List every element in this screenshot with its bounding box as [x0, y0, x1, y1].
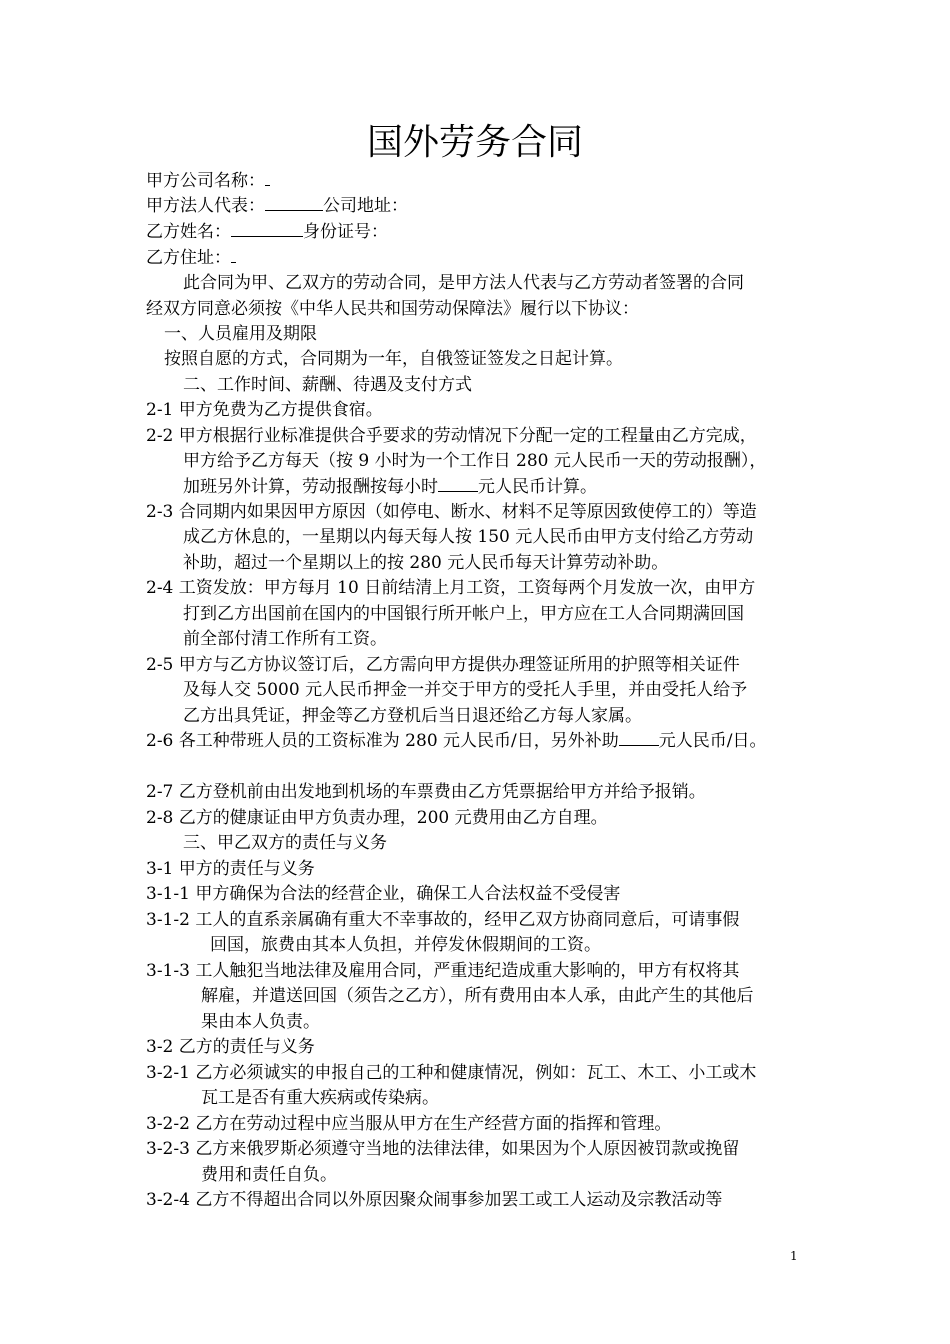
b-name-blank [231, 220, 303, 237]
clause-3-1-3-line-2: 解雇，并遣送回国（须告之乙方），所有费用由本人承，由此产生的其他后 [201, 986, 754, 1006]
clause-3-1: 3-1 甲方的责任与义务 [146, 859, 315, 879]
company-name-blank [265, 169, 270, 186]
b-address-label: 乙方住址： [146, 248, 231, 268]
clause-2-4-line-1: 2-4 工资发放：甲方每月 10 日前结清上月工资，工资每两个月发放一次，由甲方 [146, 578, 756, 598]
clause-2-5-line-1: 2-5 甲方与乙方协议签订后，乙方需向甲方提供办理签证所用的护照等相关证件 [146, 655, 740, 675]
page-number: 1 [790, 1249, 798, 1263]
clause-3-2-3-line-2: 费用和责任自负。 [201, 1165, 337, 1185]
clause-2-1: 2-1 甲方免费为乙方提供食宿。 [146, 400, 383, 420]
section3-heading: 三、甲乙双方的责任与义务 [183, 833, 387, 853]
company-name-row [146, 168, 270, 194]
clause-2-6-text-b: 元人民币/日。 [658, 731, 767, 751]
page-title: 国外劳务合同 [366, 122, 583, 163]
allowance-blank [619, 729, 659, 746]
clause-3-2-3-line-1: 3-2-3 乙方来俄罗斯必须遵守当地的法律法律，如果因为个人原因被罚款或挽留 [146, 1139, 740, 1159]
clause-2-7: 2-7 乙方登机前由出发地到机场的车票费由乙方凭票据给甲方并给予报销。 [146, 782, 706, 802]
clause-2-3-line-1: 2-3 合同期内如果因甲方原因（如停电、断水、材料不足等原因致使停工的）等造 [146, 502, 757, 522]
section2-heading: 二、工作时间、薪酬、待遇及支付方式 [183, 375, 472, 395]
legal-rep-label: 甲方法人代表： [146, 196, 265, 216]
clause-3-2-1-line-2: 瓦工是否有重大疾病或传染病。 [201, 1088, 439, 1108]
clause-2-4-line-3: 前全部付清工作所有工资。 [183, 629, 387, 649]
intro-line-2: 经双方同意必须按《中华人民共和国劳动保障法》履行以下协议： [146, 299, 639, 319]
legal-rep-row [146, 193, 408, 219]
b-address-blank [231, 246, 236, 263]
intro-line-1: 此合同为甲、乙双方的劳动合同，是甲方法人代表与乙方劳动者签署的合同 [183, 273, 744, 293]
b-address-row [146, 245, 236, 271]
clause-2-4-line-2: 打到乙方出国前在国内的中国银行所开帐户上，甲方应在工人合同期满回国 [183, 604, 744, 624]
clause-2-2-line-3 [183, 474, 597, 500]
clause-3-1-2-line-2: 回国，旅费由其本人负担，并停发休假期间的工资。 [210, 935, 601, 955]
clause-2-8: 2-8 乙方的健康证由甲方负责办理，200 元费用由乙方自理。 [146, 808, 608, 828]
clause-3-2: 3-2 乙方的责任与义务 [146, 1037, 315, 1057]
clause-2-6-text-a: 2-6 各工种带班人员的工资标准为 280 元人民币/日，另外补助 [146, 731, 619, 751]
hourly-rate-blank [438, 475, 478, 492]
clause-2-2-text-a: 加班另外计算，劳动报酬按每小时 [183, 477, 438, 497]
section1-heading: 一、人员雇用及期限 [164, 324, 317, 344]
id-label: 身份证号： [303, 222, 388, 242]
clause-3-1-1: 3-1-1 甲方确保为合法的经营企业，确保工人合法权益不受侵害 [146, 884, 621, 904]
clause-2-3-line-3: 补助，超过一个星期以上的按 280 元人民币每天计算劳动补助。 [183, 553, 669, 573]
clause-3-2-2: 3-2-2 乙方在劳动过程中应当服从甲方在生产经营方面的指挥和管理。 [146, 1114, 672, 1134]
clause-2-2-line-1: 2-2 甲方根据行业标准提供合乎要求的劳动情况下分配一定的工程量由乙方完成， [146, 426, 757, 446]
clause-2-3-line-2: 成乙方休息的，一星期以内每天每人按 150 元人民币由甲方支付给乙方劳动 [183, 527, 754, 547]
b-name-row [146, 219, 388, 245]
company-address-label: 公司地址： [323, 196, 408, 216]
clause-2-5-line-3: 乙方出具凭证，押金等乙方登机后当日退还给乙方每人家属。 [183, 706, 642, 726]
section1-text: 按照自愿的方式，合同期为一年，自俄签证签发之日起计算。 [164, 349, 623, 369]
clause-3-1-3-line-1: 3-1-3 工人触犯当地法律及雇用合同，严重违纪造成重大影响的，甲方有权将其 [146, 961, 740, 981]
company-name-label: 甲方公司名称： [146, 171, 265, 191]
b-name-label: 乙方姓名： [146, 222, 231, 242]
clause-2-6 [146, 728, 767, 754]
clause-3-1-3-line-3: 果由本人负责。 [201, 1012, 320, 1032]
clause-2-2-line-2: 甲方给予乙方每天（按 9 小时为一个工作日 280 元人民币一天的劳动报酬）， [183, 451, 767, 471]
clause-2-2-text-b: 元人民币计算。 [478, 477, 597, 497]
clause-2-5-line-2: 及每人交 5000 元人民币押金一并交于甲方的受托人手里，并由受托人给予 [183, 680, 748, 700]
clause-3-1-2-line-1: 3-1-2 工人的直系亲属确有重大不幸事故的，经甲乙双方协商同意后，可请事假 [146, 910, 740, 930]
legal-rep-blank [265, 194, 323, 211]
clause-3-2-4: 3-2-4 乙方不得超出合同以外原因聚众闹事参加罢工或工人运动及宗教活动等 [146, 1190, 723, 1210]
clause-3-2-1-line-1: 3-2-1 乙方必须诚实的申报自己的工种和健康情况，例如：瓦工、木工、小工或木 [146, 1063, 757, 1083]
